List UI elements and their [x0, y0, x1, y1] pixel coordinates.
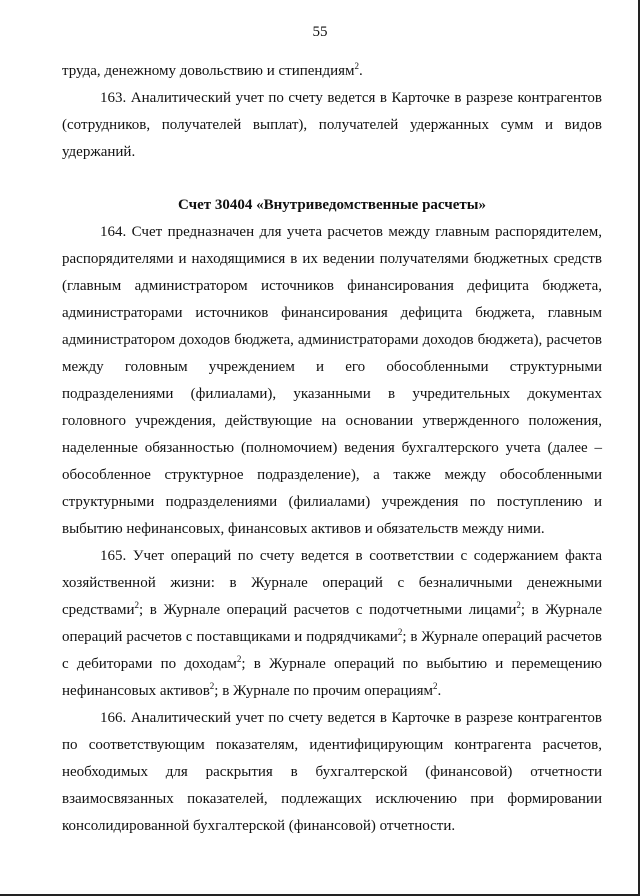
paragraph-165-part-a: 165. Учет операций по счету ведется в соответствии с содержанием факта хозяйственной жизни: в Журнале операций с безналичными денежными средствами — [62, 548, 602, 618]
paragraph-165-part-d: ; в Журнале операций расчетов с дебиторами по доходам — [62, 629, 603, 672]
paragraph-165-part-f: ; в Журнале по прочим операциям — [214, 683, 433, 699]
document-body — [62, 58, 602, 840]
paragraph-164: 164. Счет предназначен для учета расчетов между главным распорядителем, распорядителями и находящимися в их ведении получателями бюджетных средств (главным администратором источников финансирования дефицита бюджета, администраторами источников финансирования дефицита бюджета, главным администратором доходов бюджета, администраторами доходов бюджета), расчетов между головным учреждением и его обособленными структурными подразделениями (филиалами), указанными в учредительных документах головного учреждения, действующие на основании утвержденного положения, наделенные обязанностью (полномочием) ведения бухгалтерского учета (далее – обособленное структурное подразделение), а также между обособленными структурными подразделениями (филиалами) учреждения по поступлению и выбытию нефинансовых, финансовых активов и обязательств между ними. — [62, 224, 602, 537]
paragraph-165-part-c: ; в Журнале операций расчетов с поставщиками и подрядчиками — [62, 602, 602, 645]
footnote-ref: 2 — [354, 61, 360, 71]
paragraph-165-part-e: ; в Журнале операций по выбытию и перемещению нефинансовых активов — [62, 656, 602, 699]
paragraph-166: 166. Аналитический учет по счету ведется в Карточке в разрезе контрагентов по соответствующим показателям, идентифицирующим контрагента расчетов, необходимых для раскрытия в бухгалтерской (финансовой) отчетности взаимосвязанных показателей, подлежащих исключению при формировании консолидированной бухгалтерской (финансовой) отчетности. — [62, 710, 602, 834]
footnote-ref: 2 — [397, 627, 403, 637]
footnote-ref: 2 — [236, 654, 242, 664]
paragraph-continuation-text: труда, денежному довольствию и стипендиям — [62, 63, 355, 79]
footnote-ref: 2 — [432, 681, 438, 691]
footnote-ref: 2 — [516, 600, 521, 610]
paragraph-165 — [62, 543, 602, 705]
paragraph-continuation — [62, 58, 602, 85]
paragraph-165-part-b: ; в Журнале операций расчетов с подотчетными лицами — [139, 602, 517, 618]
section-heading: Счет 30404 «Внутриведомственные расчеты» — [178, 197, 486, 213]
footnote-ref: 2 — [209, 681, 215, 691]
paragraph-165-end: . — [437, 683, 442, 699]
paragraph-163: 163. Аналитический учет по счету ведется в Карточке в разрезе контрагентов (сотрудников, получателей выплат), получателей удержанных сумм и видов удержаний. — [62, 90, 602, 160]
paragraph-continuation-end: . — [359, 63, 363, 79]
footnote-ref: 2 — [134, 600, 140, 610]
page-number: 55 — [312, 24, 328, 40]
